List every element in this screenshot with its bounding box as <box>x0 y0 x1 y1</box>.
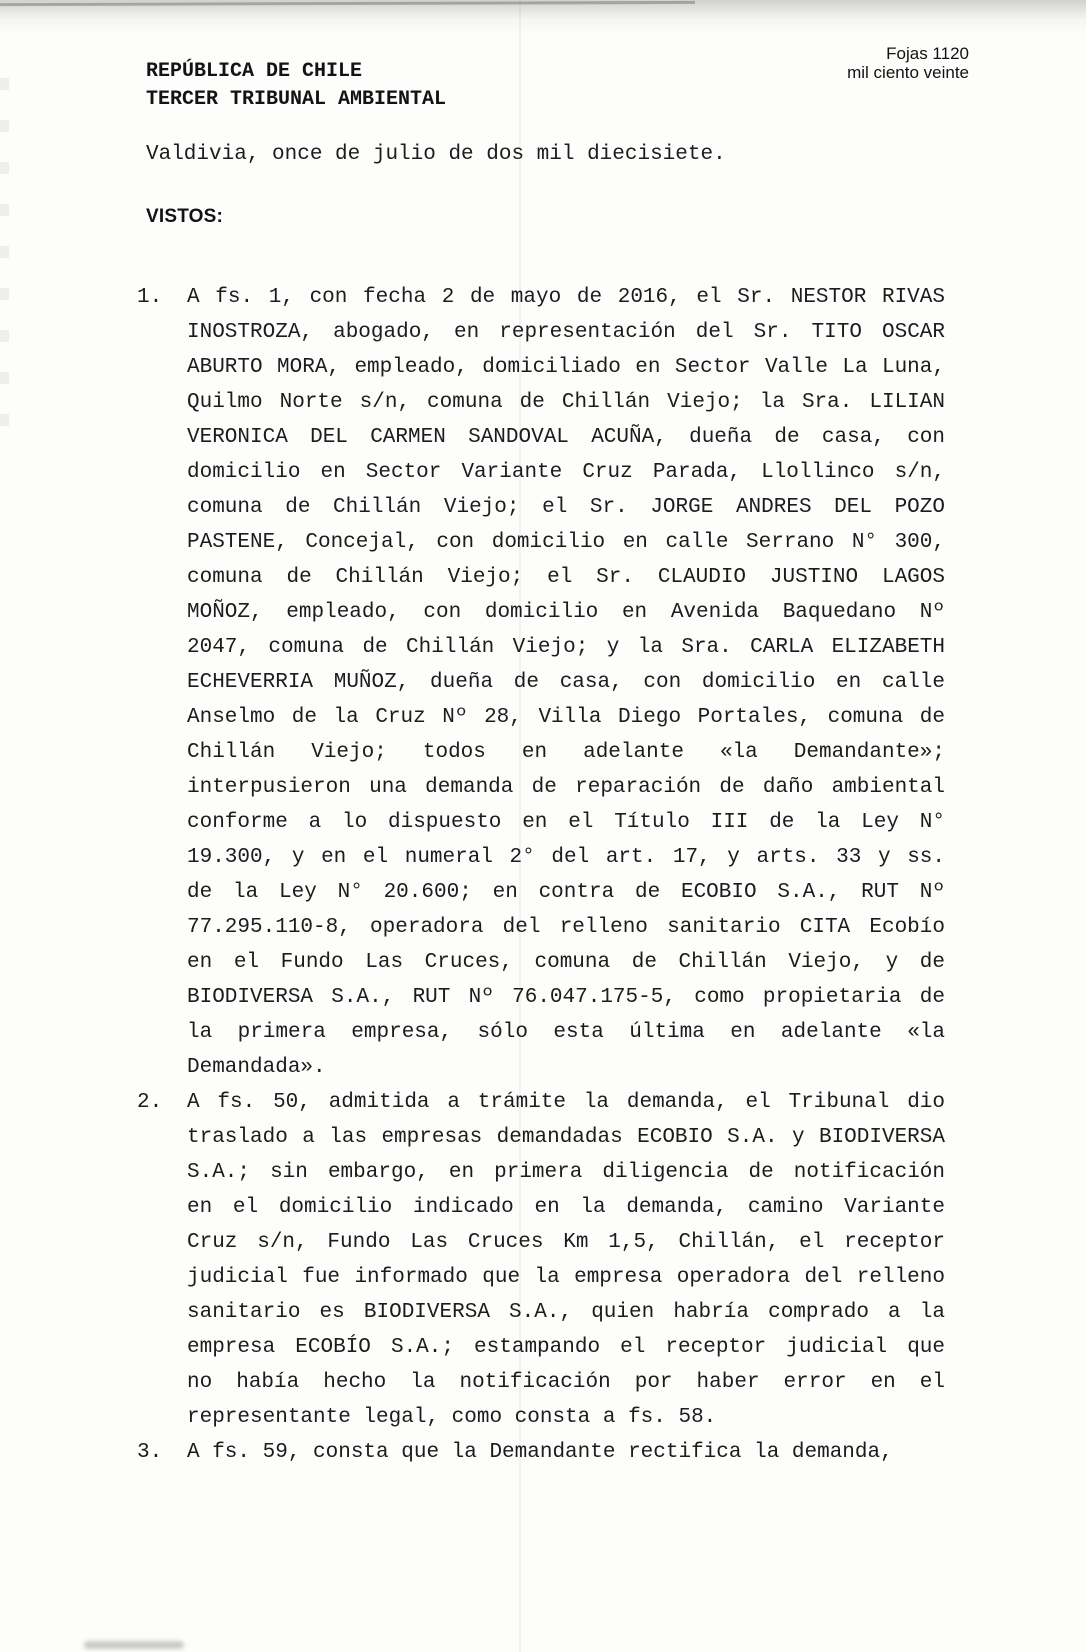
text-line: domicilio en Sector Variante Cruz Parada, Llollinco s/n, <box>187 461 945 484</box>
list-item-2 <box>137 1085 945 1435</box>
text-line: representante legal, como consta a fs. 58. <box>187 1406 717 1429</box>
text-line: Chillán Viejo; todos en adelante «la Demandante»; <box>187 741 945 764</box>
text-line: A fs. 1, con fecha 2 de mayo de 2016, el Sr. NESTOR RIVAS <box>187 286 945 309</box>
text-line: MOÑOZ, empleado, con domicilio en Avenida Baquedano Nº <box>187 601 945 624</box>
text-line: en el domicilio indicado en la demanda, camino Variante <box>187 1196 945 1219</box>
scan-edge-line <box>0 1 695 6</box>
scan-noise-left-edge <box>0 78 9 438</box>
text-line: ABURTO MORA, empleado, domiciliado en Sector Valle La Luna, <box>187 356 945 379</box>
list-item-1 <box>137 280 945 1085</box>
scan-shadow-top <box>0 0 1086 36</box>
vistos-list <box>137 280 945 1470</box>
text-line: Quilmo Norte s/n, comuna de Chillán Viejo; la Sra. LILIAN <box>187 391 945 414</box>
list-item-text <box>187 1085 945 1435</box>
text-line: de la Ley N° 20.600; en contra de ECOBIO S.A., RUT Nº <box>187 881 945 904</box>
fojas-words: mil ciento veinte <box>847 63 969 82</box>
text-line: A fs. 59, consta que la Demandante rectifica la demanda, <box>187 1441 893 1464</box>
text-line: BIODIVERSA S.A., RUT Nº 76.047.175-5, como propietaria de <box>187 986 945 1009</box>
text-line: VERONICA DEL CARMEN SANDOVAL ACUÑA, dueña de casa, con <box>187 426 945 449</box>
fojas-stamp <box>847 44 969 82</box>
list-item-text <box>187 1435 945 1470</box>
text-line: la primera empresa, sólo esta última en adelante «la <box>187 1021 945 1044</box>
letterhead-court: TERCER TRIBUNAL AMBIENTAL <box>146 88 447 111</box>
letterhead <box>146 58 446 114</box>
fojas-number: Fojas 1120 <box>886 44 969 63</box>
text-line: interpusieron una demanda de reparación de daño ambiental <box>187 776 945 799</box>
text-line: ECHEVERRIA MUÑOZ, dueña de casa, con domicilio en calle <box>187 671 945 694</box>
text-line: A fs. 50, admitida a trámite la demanda, el Tribunal dio <box>187 1091 945 1114</box>
text-line: PASTENE, Concejal, con domicilio en calle Serrano N° 300, <box>187 531 945 554</box>
list-item-3 <box>137 1435 945 1470</box>
text-line: Cruz s/n, Fundo Las Cruces Km 1,5, Chillán, el receptor <box>187 1231 945 1254</box>
list-item-number: 3. <box>137 1441 163 1464</box>
scan-smudge-bottom-left <box>84 1641 184 1649</box>
text-line: Demandada». <box>187 1056 326 1079</box>
letterhead-country: REPÚBLICA DE CHILE <box>146 60 363 83</box>
text-line: judicial fue informado que la empresa operadora del relleno <box>187 1266 945 1289</box>
text-line: S.A.; sin embargo, en primera diligencia de notificación <box>187 1161 945 1184</box>
text-line: empresa ECOBÍO S.A.; estampando el receptor judicial que <box>187 1336 945 1359</box>
text-line: 77.295.110-8, operadora del relleno sanitario CITA Ecobío <box>187 916 945 939</box>
text-line: INOSTROZA, abogado, en representación del Sr. TITO OSCAR <box>187 321 945 344</box>
section-heading-vistos: VISTOS: <box>146 206 224 227</box>
text-line: no había hecho la notificación por haber error en el <box>187 1371 945 1394</box>
text-line: comuna de Chillán Viejo; el Sr. JORGE ANDRES DEL POZO <box>187 496 945 519</box>
text-line: conforme a lo dispuesto en el Título III de la Ley N° <box>187 811 945 834</box>
list-item-number: 1. <box>137 286 163 309</box>
list-item-text <box>187 280 945 1085</box>
text-line: en el Fundo Las Cruces, comuna de Chillán Viejo, y de <box>187 951 945 974</box>
text-line: 2047, comuna de Chillán Viejo; y la Sra. CARLA ELIZABETH <box>187 636 945 659</box>
text-line: Anselmo de la Cruz Nº 28, Villa Diego Portales, comuna de <box>187 706 945 729</box>
text-line: traslado a las empresas demandadas ECOBIO S.A. y BIODIVERSA <box>187 1126 945 1149</box>
text-line: sanitario es BIODIVERSA S.A., quien habría comprado a la <box>187 1301 945 1324</box>
text-line: comuna de Chillán Viejo; el Sr. CLAUDIO JUSTINO LAGOS <box>187 566 945 589</box>
list-item-number: 2. <box>137 1091 163 1114</box>
text-line: 19.300, y en el numeral 2° del art. 17, y arts. 33 y ss. <box>187 846 945 869</box>
dateline: Valdivia, once de julio de dos mil diecisiete. <box>146 143 726 166</box>
